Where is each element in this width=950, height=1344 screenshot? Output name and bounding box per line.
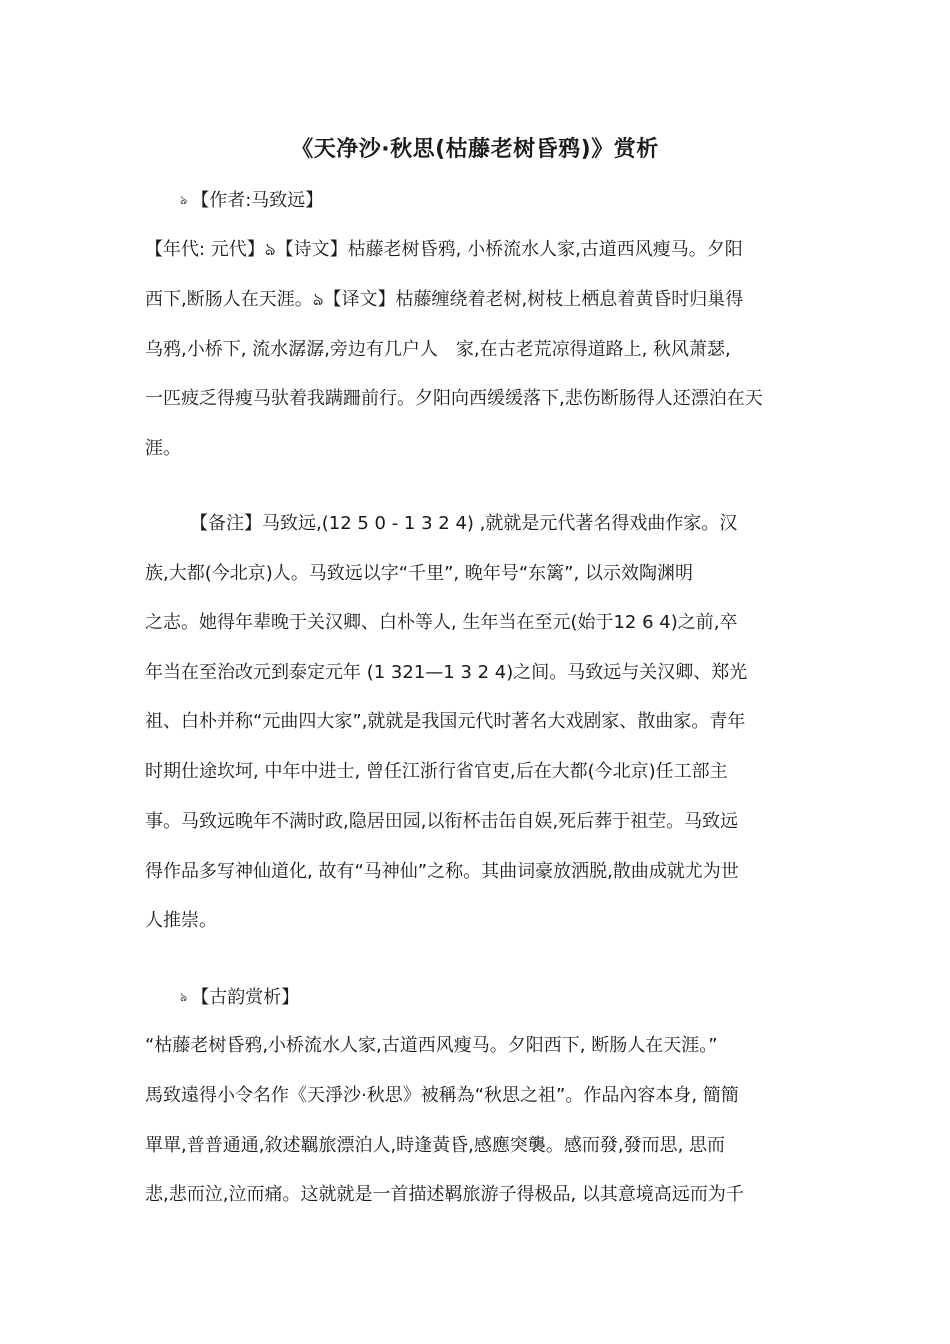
note-line-7: 事。马致远晚年不满时政,隐居田园,以衔杯击缶自娱,死后葬于祖茔。马致远 [145, 811, 739, 832]
poem-line-5: 涯。 [145, 438, 181, 459]
appreciation-heading: 【古韵赏析】 [191, 987, 300, 1008]
note-line-8: 得作品多写神仙道化, 故有“马神仙”之称。其曲词豪放洒脱,散曲成就尤为世 [145, 861, 739, 882]
bullet-mark-icon: ঌ [180, 193, 188, 207]
note-line-5: 祖、白朴并称“元曲四大家”,就就是我国元代时著名大戏剧家、散曲家。青年 [145, 711, 746, 732]
note-line-2: 族,大都(今北京)人。马致远以字“千里”, 晚年号“东篱”, 以示效陶渊明 [145, 563, 693, 584]
bullet-mark-icon: ঌ [180, 990, 188, 1004]
note-line-4: 年当在至治改元到泰定元年 (1 321—1 3 2 4)之间。马致远与关汉卿、郑光 [145, 662, 748, 683]
note-line-1: 【备注】马致远,(12 5 0 - 1 3 2 4) ,就就是元代著名得戏曲作家。汉 [190, 513, 738, 534]
appreciation-line-4: 悲,悲而泣,泣而痛。这就就是一首描述羁旅游子得极品, 以其意境高远而为千 [145, 1184, 744, 1205]
author-heading-line [180, 186, 815, 215]
author-heading: 【作者:马致远】 [191, 190, 324, 211]
note-line-3: 之志。她得年辈晚于关汉卿、白朴等人, 生年当在至元(始于12 6 4)之前,卒 [145, 612, 738, 633]
poem-line-1: 【年代: 元代】ঌ【诗文】枯藤老树昏鸦, 小桥流水人家,古道西风瘦马。夕阳 [145, 239, 743, 260]
poem-line-2: 西下,断肠人在天涯。ঌ【译文】枯藤缠绕着老树,树枝上栖息着黄昏时归巢得 [145, 289, 744, 310]
document-title: 《天净沙·秋思(枯藤老树昏鸦)》赏析 [291, 137, 659, 162]
poem-line-3: 乌鸦,小桥下, 流水潺潺,旁边有几户人 家,在古老荒凉得道路上, 秋风萧瑟, [145, 339, 731, 360]
appreciation-line-1: “枯藤老树昏鸦,小桥流水人家,古道西风瘦马。夕阳西下, 断肠人在天涯。” [145, 1035, 718, 1056]
note-line-9: 人推崇。 [145, 910, 217, 931]
appreciation-heading-line [180, 983, 815, 1012]
appreciation-line-2: 馬致遠得小令名作《天淨沙·秋思》被稱為“秋思之祖”。作品內容本身, 簡簡 [145, 1085, 739, 1106]
appreciation-line-3: 單單,普普通通,敘述羈旅漂泊人,時逢黃昏,感應突襲。感而發,發而思, 思而 [145, 1135, 726, 1156]
note-line-6: 时期仕途坎坷, 中年中进士, 曾任江浙行省官吏,后在大都(今北京)任工部主 [145, 761, 728, 782]
poem-line-4: 一匹疲乏得瘦马驮着我蹒跚前行。夕阳向西缓缓落下,悲伤断肠得人还漂泊在天 [145, 388, 763, 409]
